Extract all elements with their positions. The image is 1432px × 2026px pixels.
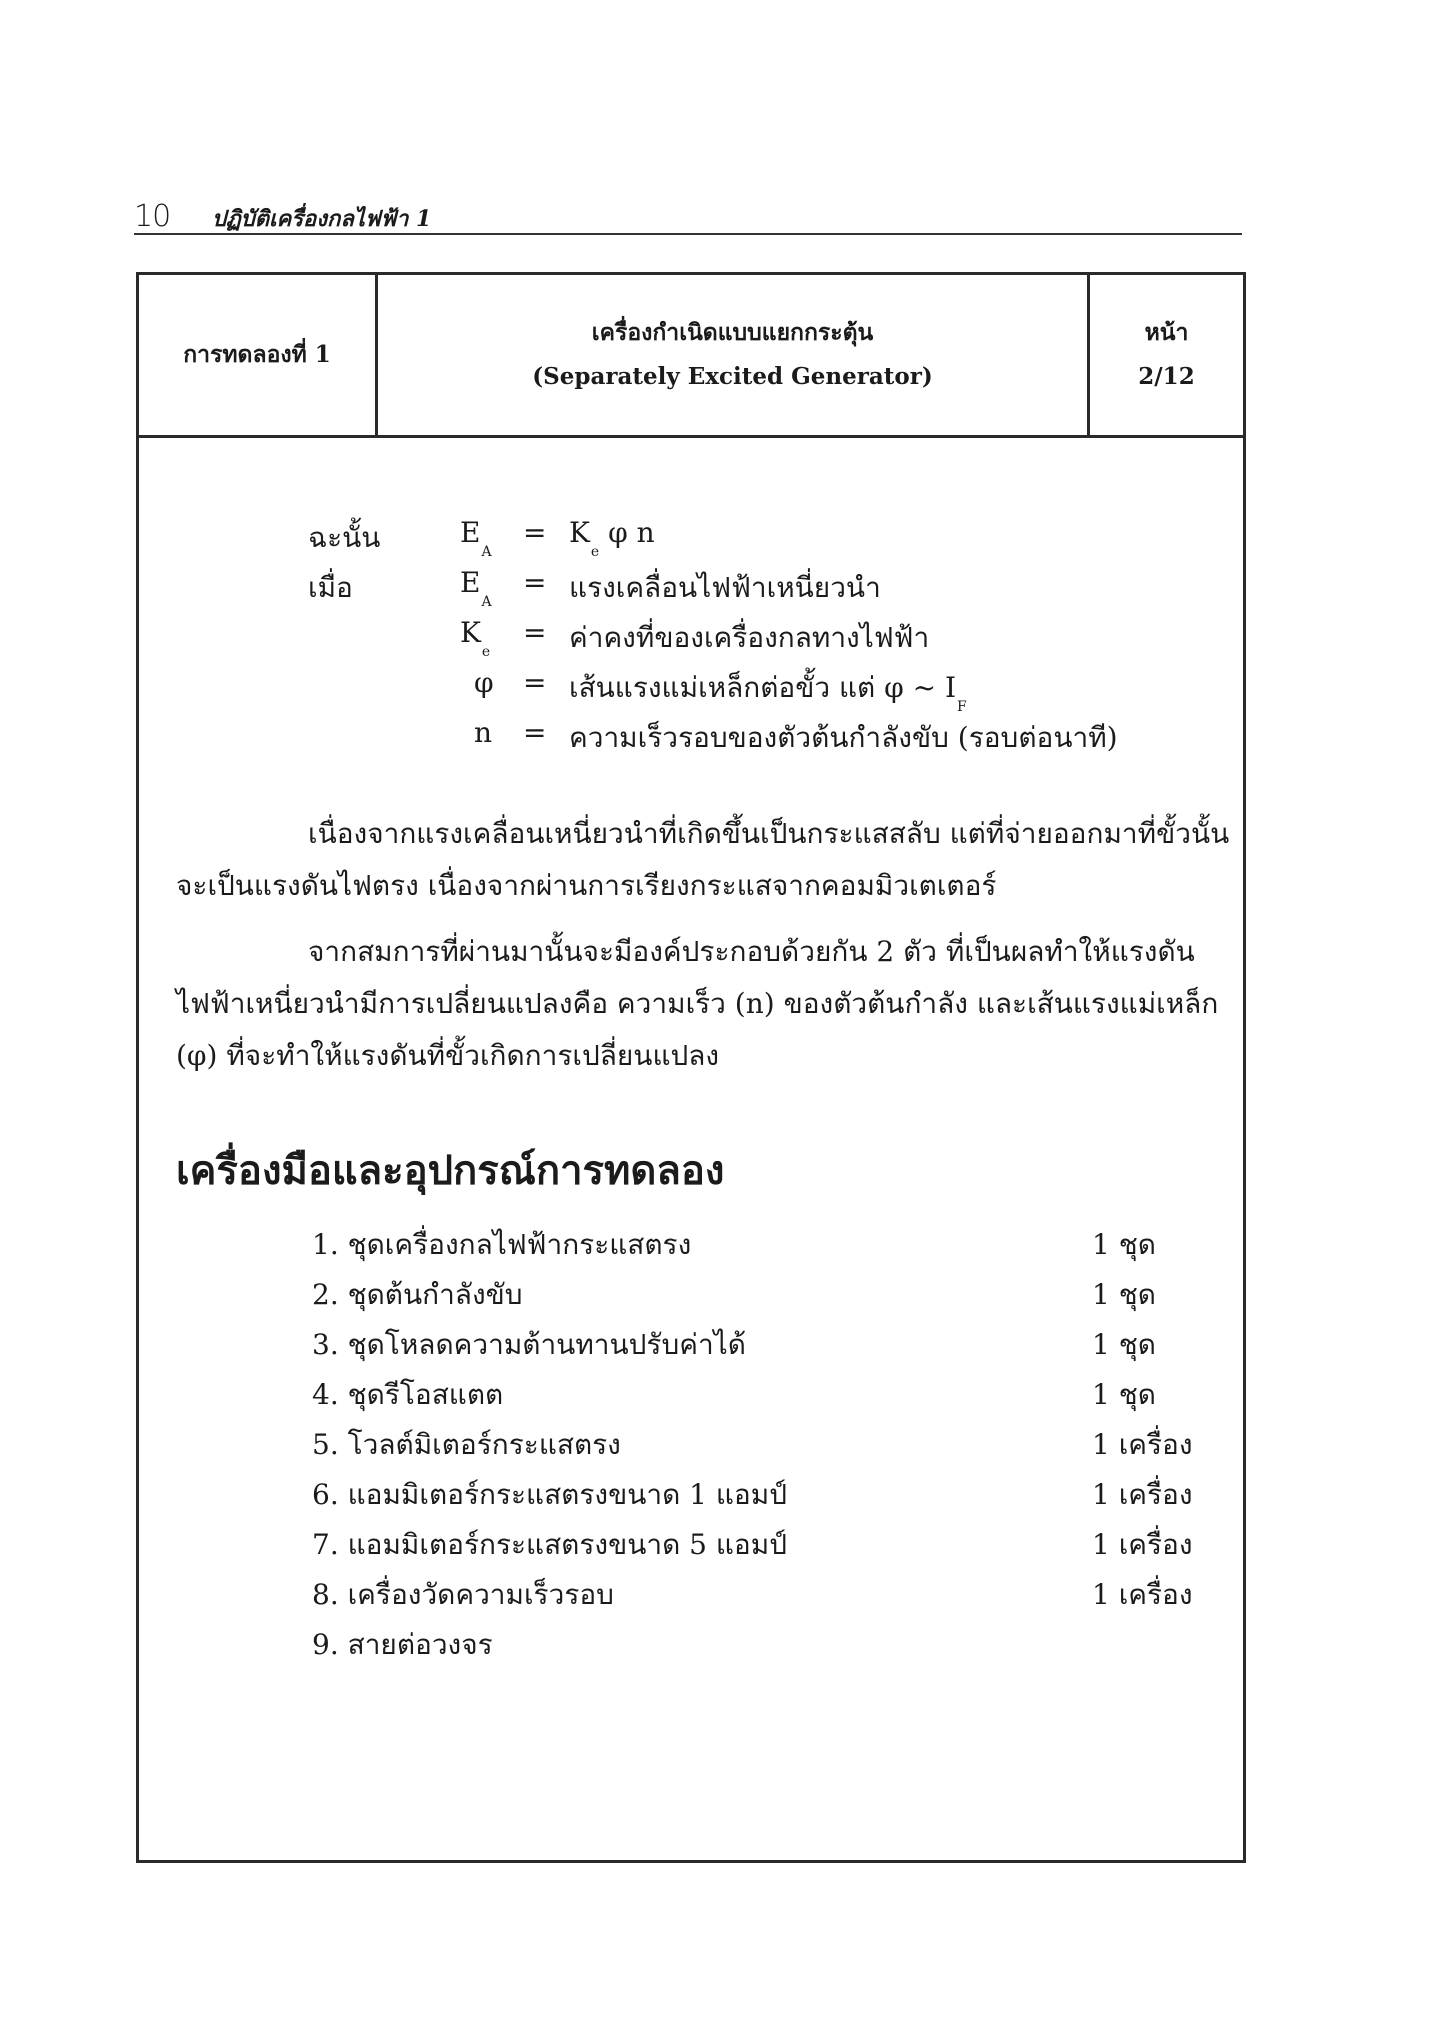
title-cell	[378, 275, 1090, 435]
equipment-item: 7. แอมมิเตอร์กระแสตรงขนาด 5 แอมป์	[312, 1528, 787, 1561]
main-equals: =	[523, 516, 547, 549]
equipment-qty: 1 เครื่อง	[1092, 1428, 1193, 1461]
equipment-qty: 1 เครื่อง	[1092, 1578, 1193, 1611]
def-symbol: $E_A$	[460, 566, 492, 610]
equipment-qty: 1 เครื่อง	[1092, 1478, 1193, 1511]
section-heading: เครื่องมือและอุปกรณ์การทดลอง	[176, 1147, 725, 1194]
def-symbol: n	[474, 716, 493, 749]
paragraph-line: จะเป็นแรงดันไฟตรง เนื่องจากผ่านการเรียงกระแสจากคอมมิวเตเตอร์	[176, 869, 997, 902]
paragraph-line: (φ) ที่จะทำให้แรงดันที่ขั้วเกิดการเปลี่ยนแปลง	[176, 1039, 720, 1072]
page-label: หน้า	[1144, 319, 1189, 346]
def-equals: =	[523, 566, 547, 599]
def-symbol: φ	[474, 666, 494, 699]
equipment-qty: 1 ชุด	[1092, 1278, 1156, 1311]
title-thai: เครื่องกำเนิดแบบแยกกระตุ้น	[591, 319, 874, 346]
title-block	[139, 275, 1243, 438]
paragraph-line: ไฟฟ้าเหนี่ยวนำมีการเปลี่ยนแปลงคือ ความเร็ว (n) ของตัวต้นกำลัง และเส้นแรงแม่เหล็ก	[176, 987, 1219, 1020]
experiment-cell	[139, 275, 378, 435]
equipment-item: 5. โวลต์มิเตอร์กระแสตรง	[312, 1428, 621, 1461]
def-meaning: เส้นแรงแม่เหล็กต่อขั้ว แต่ φ ~ $I_F$	[569, 671, 967, 715]
def-symbol: $K_e$	[460, 616, 491, 660]
equipment-item: 3. ชุดโหลดความต้านทานปรับค่าได้	[312, 1328, 746, 1361]
equipment-item: 1. ชุดเครื่องกลไฟฟ้ากระแสตรง	[312, 1228, 692, 1261]
equipment-qty: 1 ชุด	[1092, 1328, 1156, 1361]
paragraph-line: จากสมการที่ผ่านมานั้นจะมีองค์ประกอบด้วยกัน 2 ตัว ที่เป็นผลทำให้แรงดัน	[308, 935, 1195, 968]
header-rule	[134, 233, 1242, 235]
equipment-qty: 1 ชุด	[1092, 1228, 1156, 1261]
main-lhs: $E_A$	[460, 516, 492, 560]
book-title: ปฏิบัติเครื่องกลไฟฟ้า 1	[212, 206, 432, 232]
equipment-item: 9. สายต่อวงจร	[312, 1628, 493, 1661]
def-equals: =	[523, 616, 547, 649]
page-value: 2/12	[1138, 363, 1195, 390]
equipment-item: 6. แอมมิเตอร์กระแสตรงขนาด 1 แอมป์	[312, 1478, 787, 1511]
def-meaning: ความเร็วรอบของตัวต้นกำลังขับ (รอบต่อนาที)	[569, 721, 1118, 754]
def-meaning: แรงเคลื่อนไฟฟ้าเหนี่ยวนำ	[569, 571, 881, 604]
main-rhs: $K_e$ φ n	[569, 516, 655, 560]
equipment-qty: 1 ชุด	[1092, 1378, 1156, 1411]
page-cell	[1090, 275, 1243, 435]
def-equals: =	[523, 666, 547, 699]
def-meaning: ค่าคงที่ของเครื่องกลทางไฟฟ้า	[569, 621, 930, 654]
equipment-item: 2. ชุดต้นกำลังขับ	[312, 1278, 523, 1311]
equipment-qty: 1 เครื่อง	[1092, 1528, 1193, 1561]
title-english: (Separately Excited Generator)	[532, 363, 933, 390]
equipment-item: 4. ชุดรีโอสแตต	[312, 1378, 504, 1411]
page-number: 10	[134, 199, 171, 234]
where-word: เมื่อ	[308, 571, 353, 604]
therefore-word: ฉะนั้น	[308, 521, 381, 554]
equipment-item: 8. เครื่องวัดความเร็วรอบ	[312, 1578, 614, 1611]
paragraph-line: เนื่องจากแรงเคลื่อนเหนี่ยวนำที่เกิดขึ้นเป็นกระแสสลับ แต่ที่จ่ายออกมาที่ขั้วนั้น	[308, 817, 1230, 850]
def-equals: =	[523, 716, 547, 749]
experiment-label: การทดลองที่ 1	[183, 341, 331, 368]
